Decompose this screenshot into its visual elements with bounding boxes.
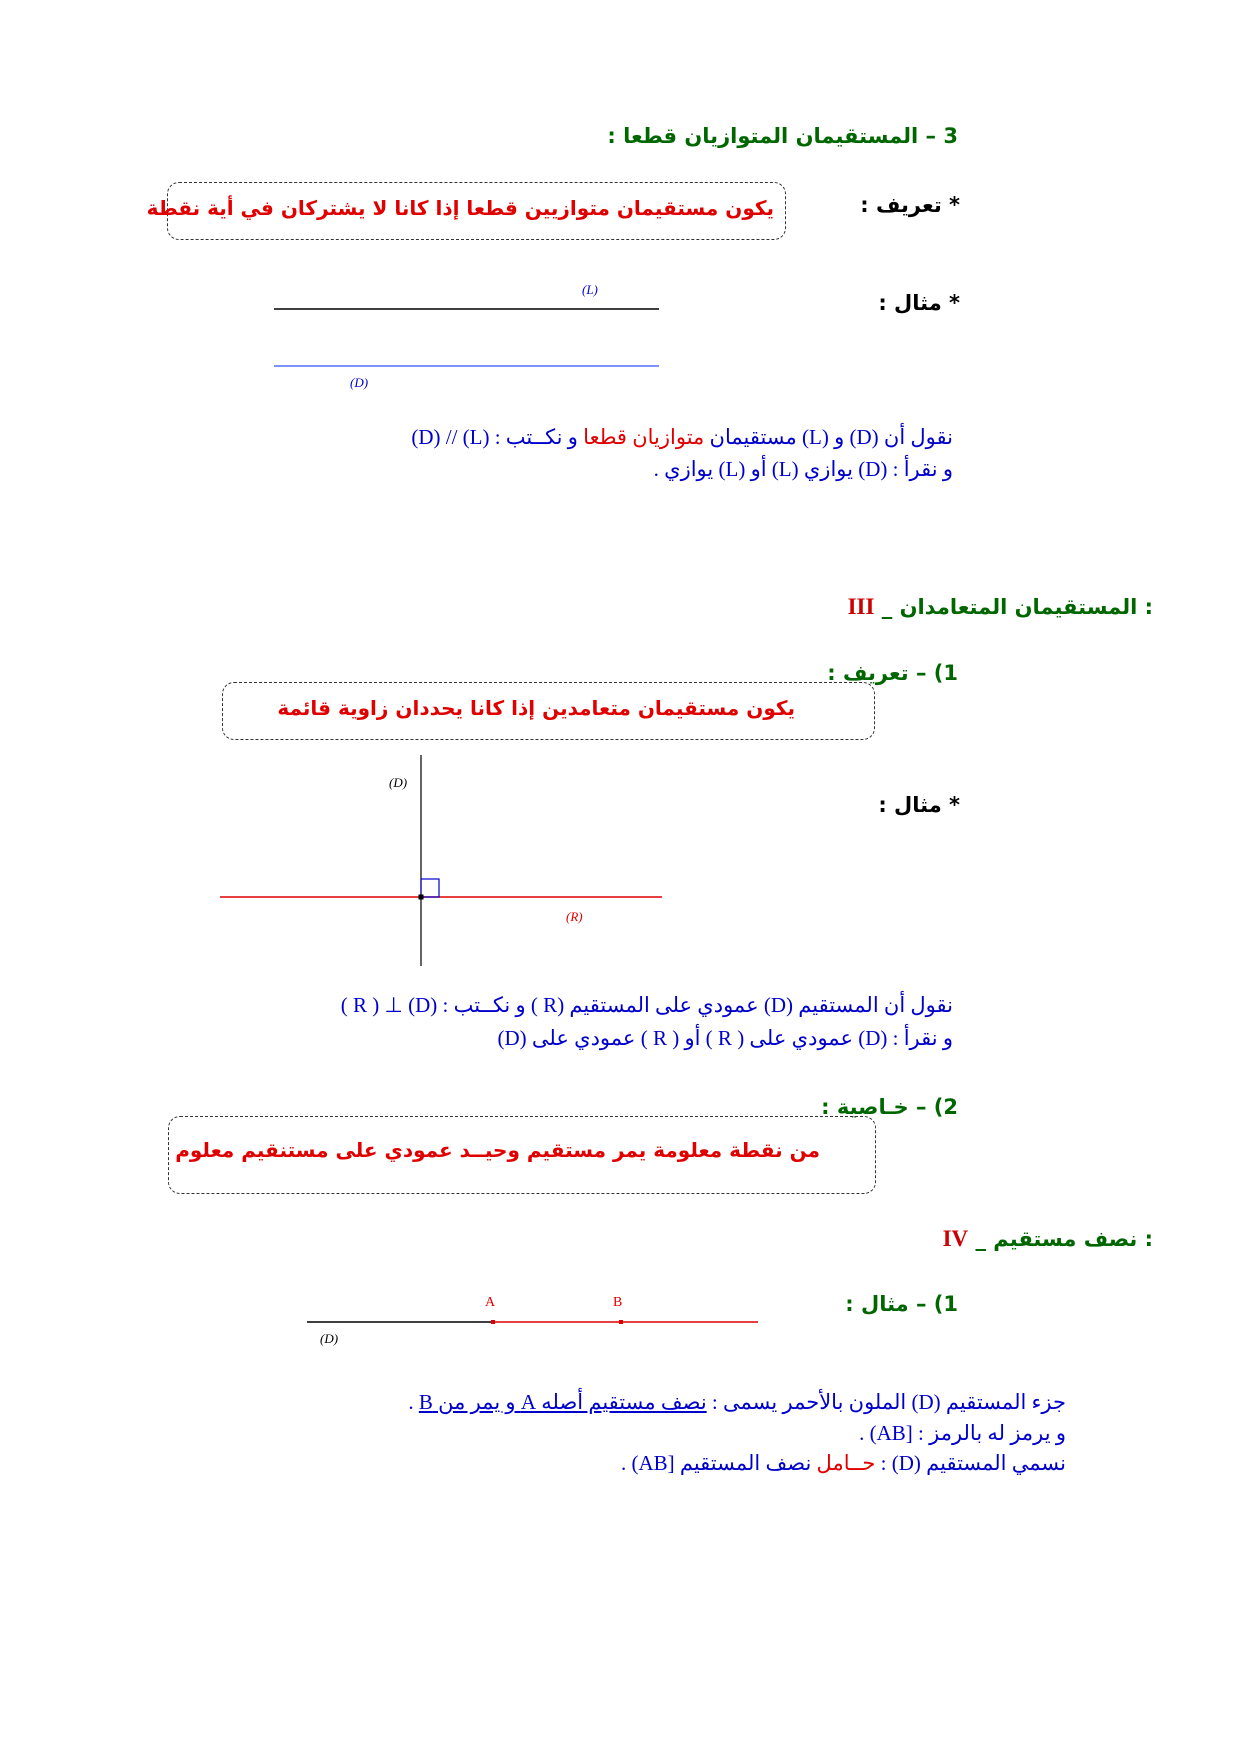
section-iv-line-3 bbox=[621, 1451, 1066, 1476]
section-iii-statement: نقول أن المستقيم (D) عمودي على المستقيم (R ) و نكــتب : (D) ⊥ ( R ) bbox=[340, 993, 953, 1017]
line-l-label: (L) bbox=[582, 282, 598, 297]
section-iii-title: _ المستقيمان المتعامدان : bbox=[874, 595, 1153, 619]
section-iv-title: _ نصف مستقيم : bbox=[968, 1227, 1153, 1251]
section-3-title: – المستقيمان المتوازيان قطعا : bbox=[607, 124, 944, 148]
statement-part-a: نقول أن (D) و (L) مستقيمان bbox=[704, 425, 953, 449]
intersection-point bbox=[419, 895, 424, 900]
section-iv-number: IV bbox=[942, 1226, 969, 1251]
section-iii-reading: و نقرأ : (D) عمودي على ( R ) أو ( R ) عمودي على (D) bbox=[497, 1026, 953, 1050]
line-3-part-b: نصف المستقيم [AB) . bbox=[620, 1451, 817, 1475]
line-d-vertical-label: (D) bbox=[389, 775, 408, 790]
line-1-end: . bbox=[408, 1390, 419, 1414]
section-iv-example-label: 1) – مثال : bbox=[845, 1292, 958, 1316]
section-iii-example-label: * مثال : bbox=[878, 793, 960, 817]
section-3-reading: و نقرأ : (D) يوازي (L) أو (L) يوازي . bbox=[653, 457, 953, 481]
line-1-underlined: نصف مستقيم أصله A و يمر من B bbox=[418, 1390, 707, 1414]
section-iv-heading bbox=[943, 1226, 1153, 1252]
section-3-number: 3 bbox=[943, 124, 958, 148]
section-iii-definition-text: يكون مستقيمان متعامدين إذا كانا يحددان زاوية قائمة bbox=[277, 696, 795, 720]
line-d-label: (D) bbox=[350, 375, 369, 390]
section-iv-line-2: و يرمز له بالرمز : [AB) . bbox=[859, 1421, 1066, 1445]
point-a-label: A bbox=[485, 1295, 496, 1310]
line-3-highlight: حــامل bbox=[816, 1451, 876, 1475]
section-iii-property-label: 2) – خـاصية : bbox=[821, 1095, 958, 1119]
statement-highlight: متوازيان قطعا bbox=[583, 425, 705, 449]
right-angle-mark bbox=[421, 879, 439, 897]
section-3-definition-text: يكون مستقيمان متوازيين قطعا إذا كانا لا يشتركان في أية نقطة bbox=[146, 196, 774, 220]
section-iii-definition-label: 1) – تعريف : bbox=[827, 661, 958, 685]
point-b-mark bbox=[619, 1320, 623, 1324]
section-3-example-label: * مثال : bbox=[878, 291, 960, 315]
line-d-halfline-label: (D) bbox=[320, 1331, 339, 1346]
section-iii-property-text: من نقطة معلومة يمر مستقيم وحيــد عمودي على مستنقيم معلوم bbox=[175, 1138, 820, 1162]
section-3-statement bbox=[411, 425, 953, 450]
section-iv-line-1 bbox=[408, 1390, 1066, 1415]
point-b-label: B bbox=[613, 1295, 623, 1310]
section-iii-heading bbox=[848, 594, 1153, 620]
line-r-label: (R) bbox=[566, 909, 583, 924]
section-3-definition-label: * تعريف : bbox=[860, 193, 960, 217]
statement-part-b: و نكــتب : (L) // (D) bbox=[411, 425, 584, 449]
line-1-part-a: جزء المستقيم (D) الملون بالأحمر يسمى : bbox=[706, 1390, 1066, 1414]
section-iii-number: III bbox=[847, 594, 875, 619]
line-3-part-a: نسمي المستقيم (D) : bbox=[875, 1451, 1066, 1475]
point-a-mark bbox=[491, 1320, 495, 1324]
